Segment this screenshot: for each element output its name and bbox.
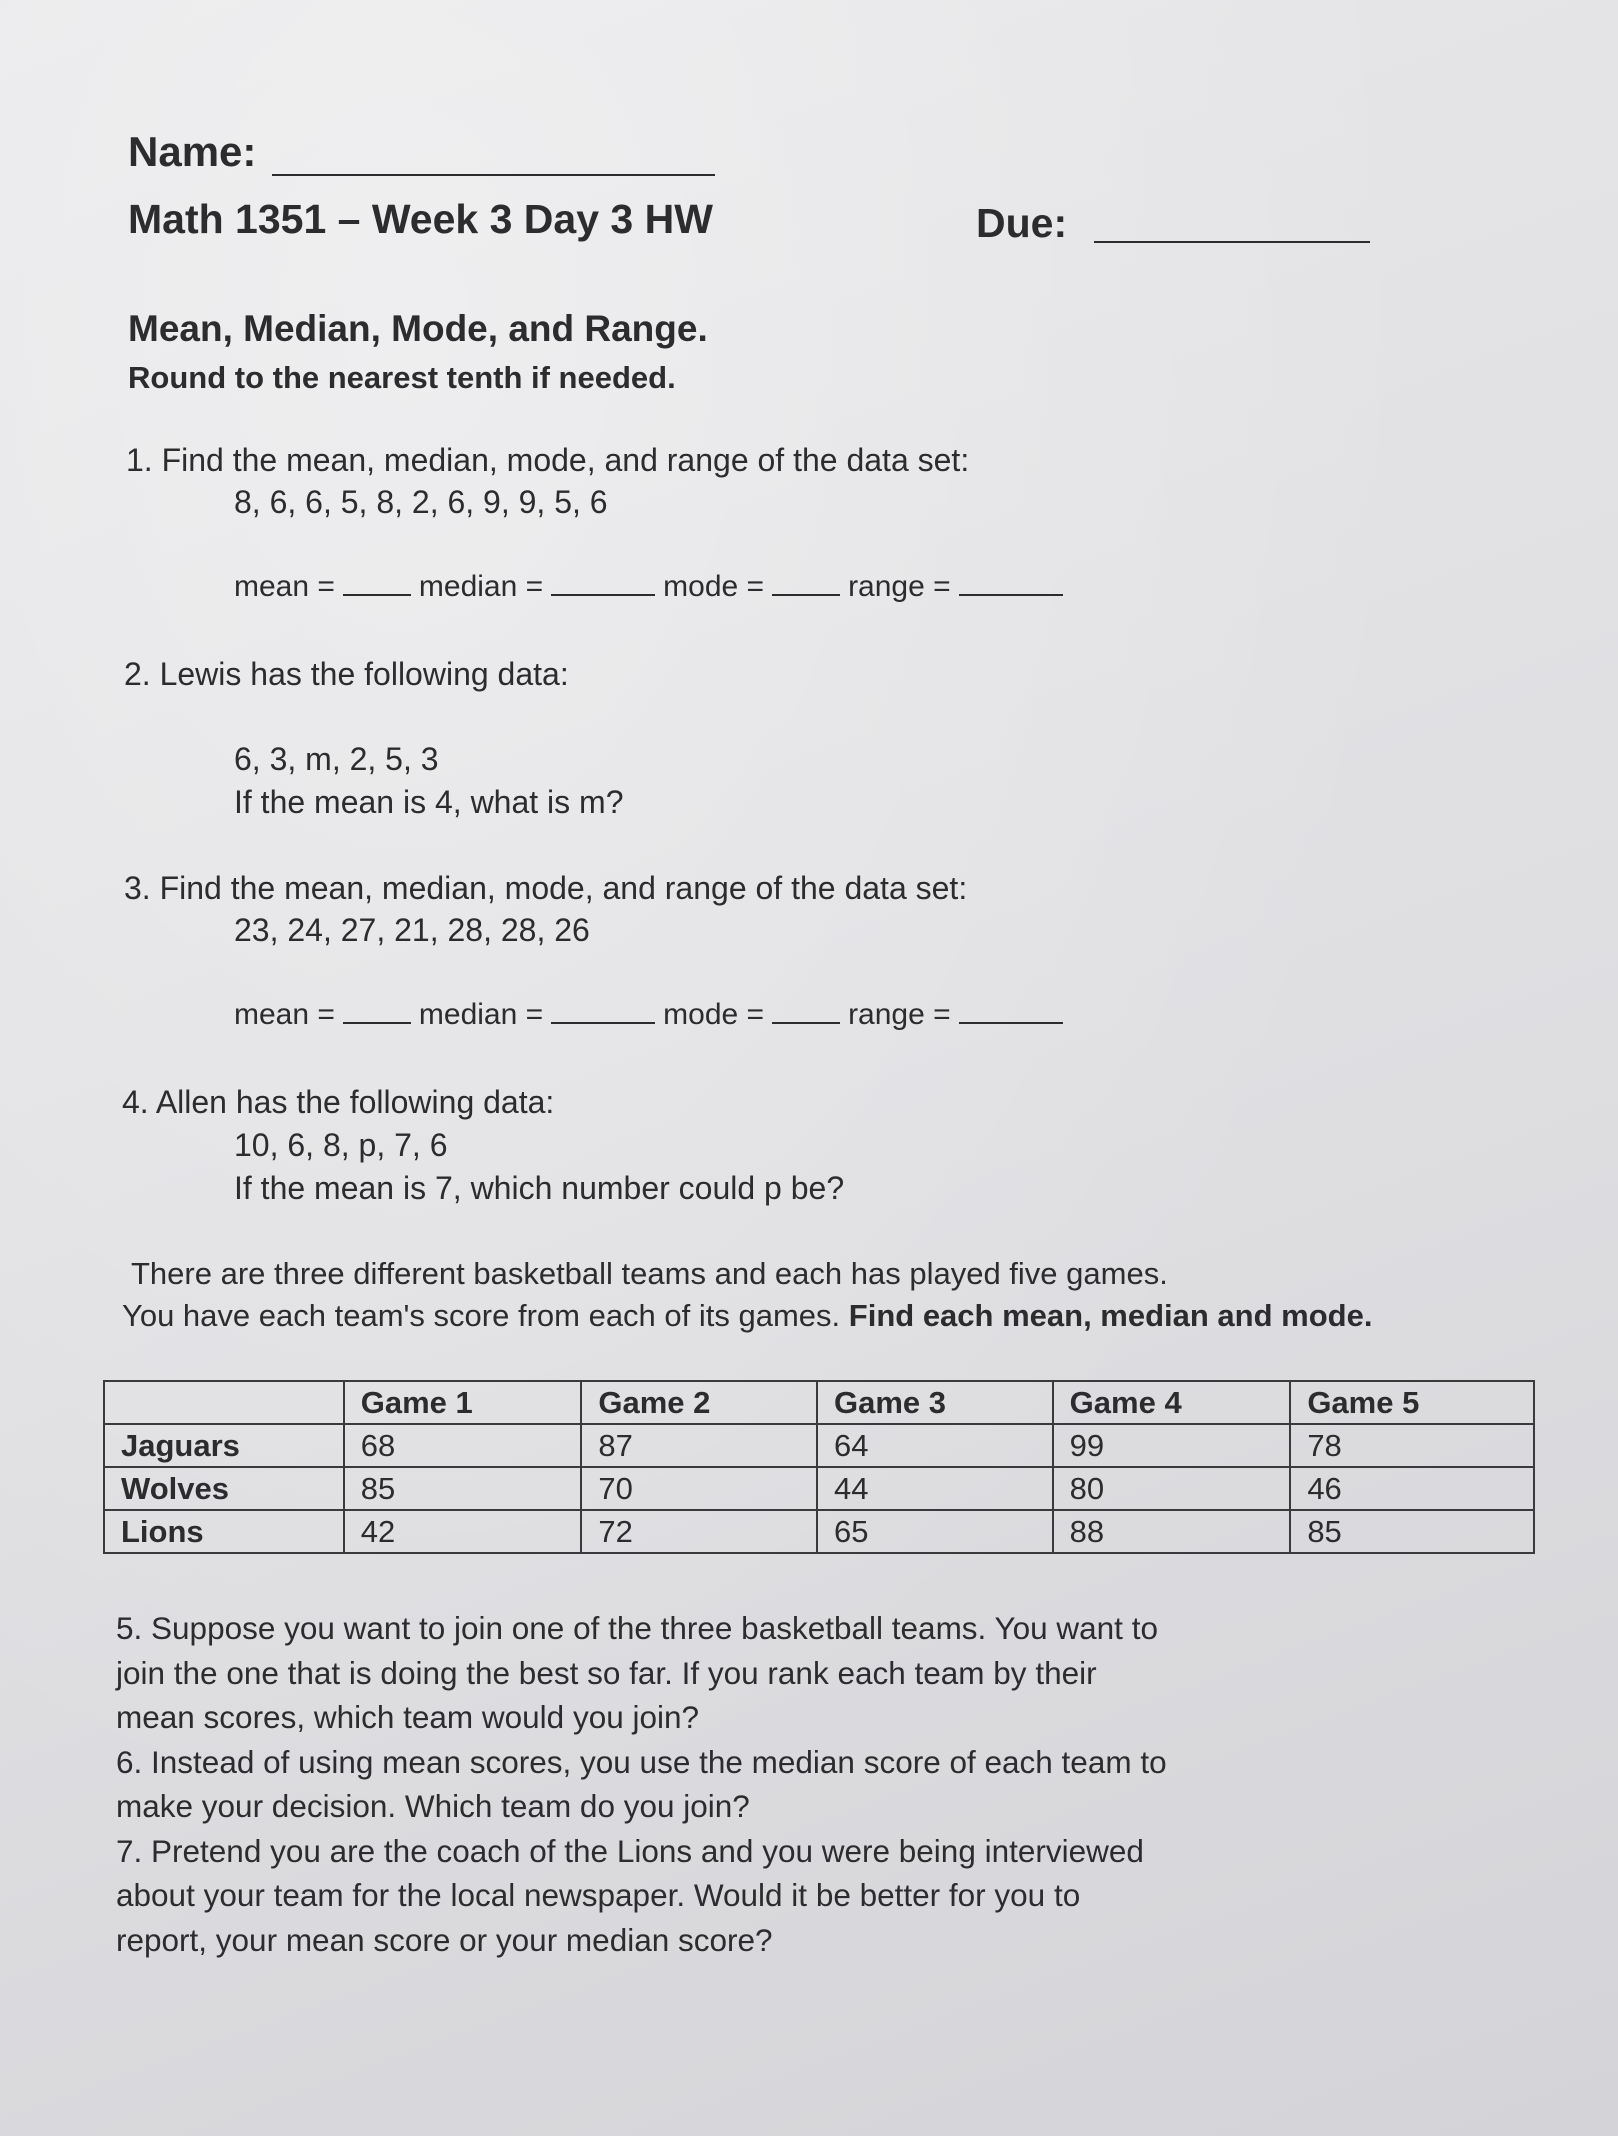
q1-range-blank[interactable] <box>959 590 1063 596</box>
q7-line: about your team for the local newspaper. Would it be better for you to <box>116 1877 1081 1913</box>
q3-mode-label: mode = <box>663 998 765 1031</box>
score-cell: 42 <box>344 1510 582 1553</box>
q2-question: If the mean is 4, what is m? <box>234 784 624 820</box>
q1-mode-label: mode = <box>663 570 765 603</box>
intro-line-1: There are three different basketball teams and each has played five games. <box>131 1256 1168 1291</box>
name-blank-line <box>272 174 715 176</box>
q7-line: 7. Pretend you are the coach of the Lions and you were being interviewed <box>116 1832 1144 1869</box>
score-cell: 87 <box>581 1424 817 1467</box>
table-row <box>104 1467 1534 1510</box>
q1-mean-label: mean = <box>234 570 335 603</box>
score-cell: 65 <box>817 1510 1053 1553</box>
q5-line: 5. Suppose you want to join one of the three basketball teams. You want to <box>116 1610 1158 1646</box>
table-header-cell <box>104 1381 344 1424</box>
q3-median-blank[interactable] <box>551 1018 655 1024</box>
score-cell: 88 <box>1053 1510 1291 1553</box>
table-header-cell: Game 5 <box>1290 1381 1534 1424</box>
team-name-cell: Jaguars <box>104 1424 344 1467</box>
score-cell: 68 <box>344 1424 582 1467</box>
section-title: Mean, Median, Mode, and Range. <box>128 308 708 349</box>
q3-prompt: 3. Find the mean, median, mode, and range of the data set: <box>124 870 968 906</box>
team-name-cell: Wolves <box>104 1467 344 1510</box>
table-row <box>104 1424 1534 1467</box>
course-title: Math 1351 – Week 3 Day 3 HW <box>128 196 713 242</box>
q4-prompt: 4. Allen has the following data: <box>122 1084 555 1120</box>
score-cell: 78 <box>1290 1424 1534 1467</box>
score-cell: 72 <box>581 1510 817 1553</box>
q5-line: join the one that is doing the best so far. If you rank each team by their <box>116 1654 1097 1691</box>
q7-line: report, your mean score or your median score? <box>116 1921 773 1958</box>
q3-range-blank[interactable] <box>959 1018 1063 1024</box>
table-header-cell: Game 4 <box>1053 1381 1291 1424</box>
score-cell: 64 <box>817 1424 1053 1467</box>
q5-line: mean scores, which team would you join? <box>116 1699 700 1735</box>
q4-question: If the mean is 7, which number could p be? <box>234 1170 845 1206</box>
q1-answer-row <box>234 570 1071 604</box>
q3-answer-row <box>234 998 1071 1032</box>
q2-data: 6, 3, m, 2, 5, 3 <box>234 741 439 777</box>
due-label: Due: <box>976 200 1068 246</box>
scores-table <box>103 1380 1535 1554</box>
table-header-cell: Game 2 <box>581 1381 817 1424</box>
q1-data: 8, 6, 6, 5, 8, 2, 6, 9, 9, 5, 6 <box>234 484 608 520</box>
q3-mean-blank[interactable] <box>343 1018 411 1024</box>
q6-line: make your decision. Which team do you join? <box>116 1788 750 1824</box>
score-cell: 80 <box>1053 1467 1291 1510</box>
intro-line-2 <box>122 1298 1372 1334</box>
q3-range-label: range = <box>848 998 951 1031</box>
score-cell: 85 <box>1290 1510 1534 1553</box>
q3-median-label: median = <box>418 998 544 1031</box>
intro-line-2-instruction: Find each mean, median and mode. <box>848 1298 1373 1333</box>
q2-prompt: 2. Lewis has the following data: <box>124 656 569 692</box>
name-label: Name: <box>128 128 257 175</box>
q1-mode-blank[interactable] <box>772 590 840 596</box>
score-cell: 44 <box>817 1467 1053 1510</box>
score-cell: 46 <box>1290 1467 1534 1510</box>
q1-range-label: range = <box>848 570 951 603</box>
score-cell: 99 <box>1053 1424 1291 1467</box>
q3-mode-blank[interactable] <box>772 1018 840 1024</box>
q1-mean-blank[interactable] <box>343 590 411 596</box>
score-cell: 70 <box>581 1467 817 1510</box>
q3-data: 23, 24, 27, 21, 28, 28, 26 <box>234 912 590 948</box>
due-blank-line <box>1094 241 1370 243</box>
table-header-cell: Game 3 <box>817 1381 1053 1424</box>
questions-5-7 <box>116 1606 1167 1962</box>
section-subtitle: Round to the nearest tenth if needed. <box>128 360 676 395</box>
q4-data: 10, 6, 8, p, 7, 6 <box>234 1127 448 1163</box>
q1-median-label: median = <box>418 570 544 603</box>
q6-line: 6. Instead of using mean scores, you use the median score of each team to <box>116 1743 1167 1780</box>
team-name-cell: Lions <box>104 1510 344 1553</box>
table-row <box>104 1510 1534 1553</box>
q3-mean-label: mean = <box>234 998 335 1031</box>
q1-median-blank[interactable] <box>551 590 655 596</box>
table-header-cell: Game 1 <box>344 1381 582 1424</box>
table-header-row <box>104 1381 1534 1424</box>
q1-prompt: 1. Find the mean, median, mode, and range of the data set: <box>126 442 970 478</box>
score-cell: 85 <box>344 1467 582 1510</box>
intro-line-2-text: You have each team's score from each of its games. <box>122 1298 841 1333</box>
